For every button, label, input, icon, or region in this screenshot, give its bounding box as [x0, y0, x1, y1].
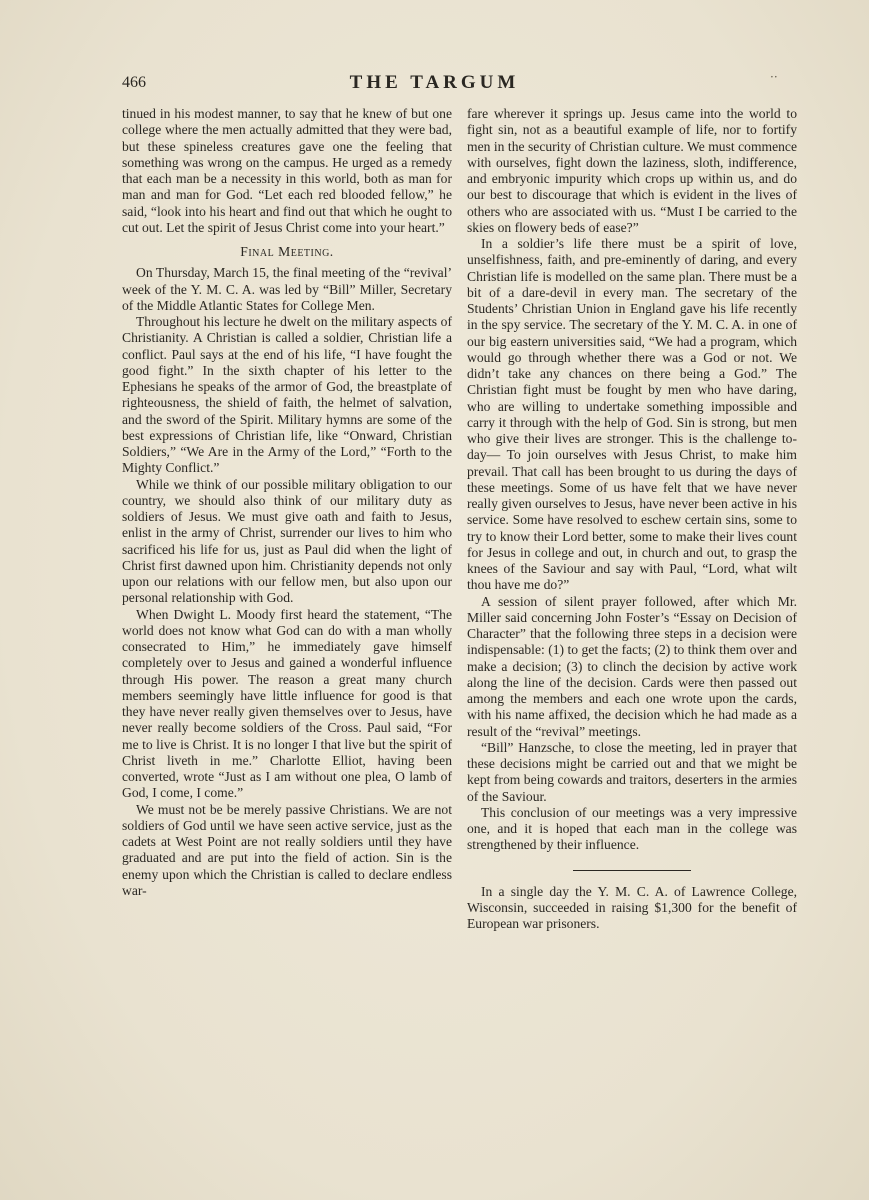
paragraph: When Dwight L. Moody first heard the statement, “The world does not know what God can do with a man wholly consecrated to Him,” he immediately gave himself completely over to Jesus and gained a wonderful influence through His power. The reason a great many church members seemingly have little influence for good is that they have never really given themselves over to Jesus, have never really become soldiers of the Cross. Paul said, “For me to live is Christ. It is no longer I that live but the spirit of Christ liveth in me.” Charlotte Elliot, having been converted, wrote “Just as I am without one plea, O lamb of God, I come, I come.” — [122, 606, 452, 801]
paragraph: A session of silent prayer followed, after which Mr. Miller said concerning John Foster’s “Essay on Decision of Character” that the following three steps in a decision were indispensable: (1) to get the facts; (2) to think them over and make a decision; (3) to clinch the decision by active work along the line of the decision. Cards were then passed out among the members and each one wrote upon the cards, with his name affixed, the decision which he had made as a result of the “revival” meetings. — [467, 593, 797, 739]
paragraph: While we think of our possible military obligation to our country, we should also think of our military duty as soldiers of Jesus. We must give oath and faith to Jesus, enlist in the army of Christ, surrender our lives to him who sacrificed his life for us, just as Paul did when the light of Christ first dawned upon him. Christianity depends not only upon our relations with our fellow men, but also upon our personal relationship with God. — [122, 476, 452, 606]
journal-title: THE TARGUM — [349, 72, 520, 93]
paragraph: In a soldier’s life there must be a spirit of love, unselfishness, faith, and pre-eminently of daring, and every Christian life is modelled on the same plan. There must be a bit of a dare-devil in every man. The secretary of the Students’ Christian Union in England gave his life recently in the spy service. The secretary of the Y. M. C. A. in one of our big eastern universities said, “We had a program, which would go through whether there was a God or not. We didn’t take any chances on there being a God.” The Christian fight must be fought by men who have daring, who are willing to undertake something impossible and carry it through with the help of God. Sin is strong, but men who give their lives are stronger. This is the challenge to-day— To join ourselves with Jesus Christ, to make him prevail. That call has been brought to us during the days of these meetings. Some of us have felt that we have never really given ourselves to Jesus, have never been active in his service. Some have resolved to eschew certain sins, some to try to know their Lord better, some to make their lives count for Jesus in college and out, in church and out, to grasp the knees of the Saviour and say with Paul, “Lord, what wilt thou have me do?” — [467, 236, 797, 593]
paragraph: On Thursday, March 15, the final meeting of the “revival’ week of the Y. M. C. A. was led by “Bill” Miller, Secretary of the Middle Atlantic States for College Men. — [122, 265, 452, 313]
section-heading: Final Meeting. — [240, 244, 334, 259]
divider-rule — [573, 870, 691, 871]
paragraph: tinued in his modest manner, to say that he knew of but one college where the men actually admitted that they were bad, but these spineless creatures gave one the feeling that something was wrong on the campus. He urged as a remedy that each man be a necessity in this world, both as man for man and man for God. “Let each red blooded fellow,” he said, “look into his heart and find out that which he ought to cut out. Let the spirit of Jesus Christ come into your heart.” — [122, 106, 452, 235]
paragraph: “Bill” Hanzsche, to close the meeting, led in prayer that these decisions might be carried out and that we might be kept from being cowards and traitors, deserters in the armies of the Saviour. — [467, 739, 797, 804]
paragraph: This conclusion of our meetings was a very impressive one, and it is hoped that each man in the college was strengthened by their influence. — [467, 804, 797, 853]
news-note: In a single day the Y. M. C. A. of Lawrence College, Wisconsin, succeeded in raising $1,300 for the benefit of European war prisoners. — [467, 883, 797, 931]
left-column — [122, 106, 452, 899]
corner-mark: ·· — [770, 70, 778, 84]
paragraph: We must not be be merely passive Christians. We are not soldiers of God until we have seen active service, just as the cadets at West Point are not really soldiers until they have graduated and are put into the field of action. Sin is the enemy upon which the Christian is called to declare endless war- — [122, 801, 452, 898]
right-column — [467, 106, 797, 932]
paragraph: Throughout his lecture he dwelt on the military aspects of Christianity. A Christian is called a soldier, Christian life a conflict. Paul says at the end of his life, “I have fought the good fight.” In the sixth chapter of his letter to the Ephesians he speaks of the armor of God, the breastplate of righteousness, the shield of faith, the helmet of salvation, and the sword of the Spirit. Military hymns are some of the best expressions of Christian life, like “Onward, Christian Soldiers,” “We Are in the Army of the Lord,” “Forth to the Mighty Conflict.” — [122, 314, 452, 476]
page-number: 466 — [122, 74, 146, 91]
paragraph: fare wherever it springs up. Jesus came into the world to fight sin, not as a beautiful example of life, nor to fortify men in the security of Christian culture. We must commence with ourselves, fight down the laziness, sloth, indifference, and embryonic impurity which crops up within us, and do our best to discourage that which is evident in the lives of others who are associated with us. “Must I be carried to the skies on flowery beds of ease?” — [467, 106, 797, 235]
